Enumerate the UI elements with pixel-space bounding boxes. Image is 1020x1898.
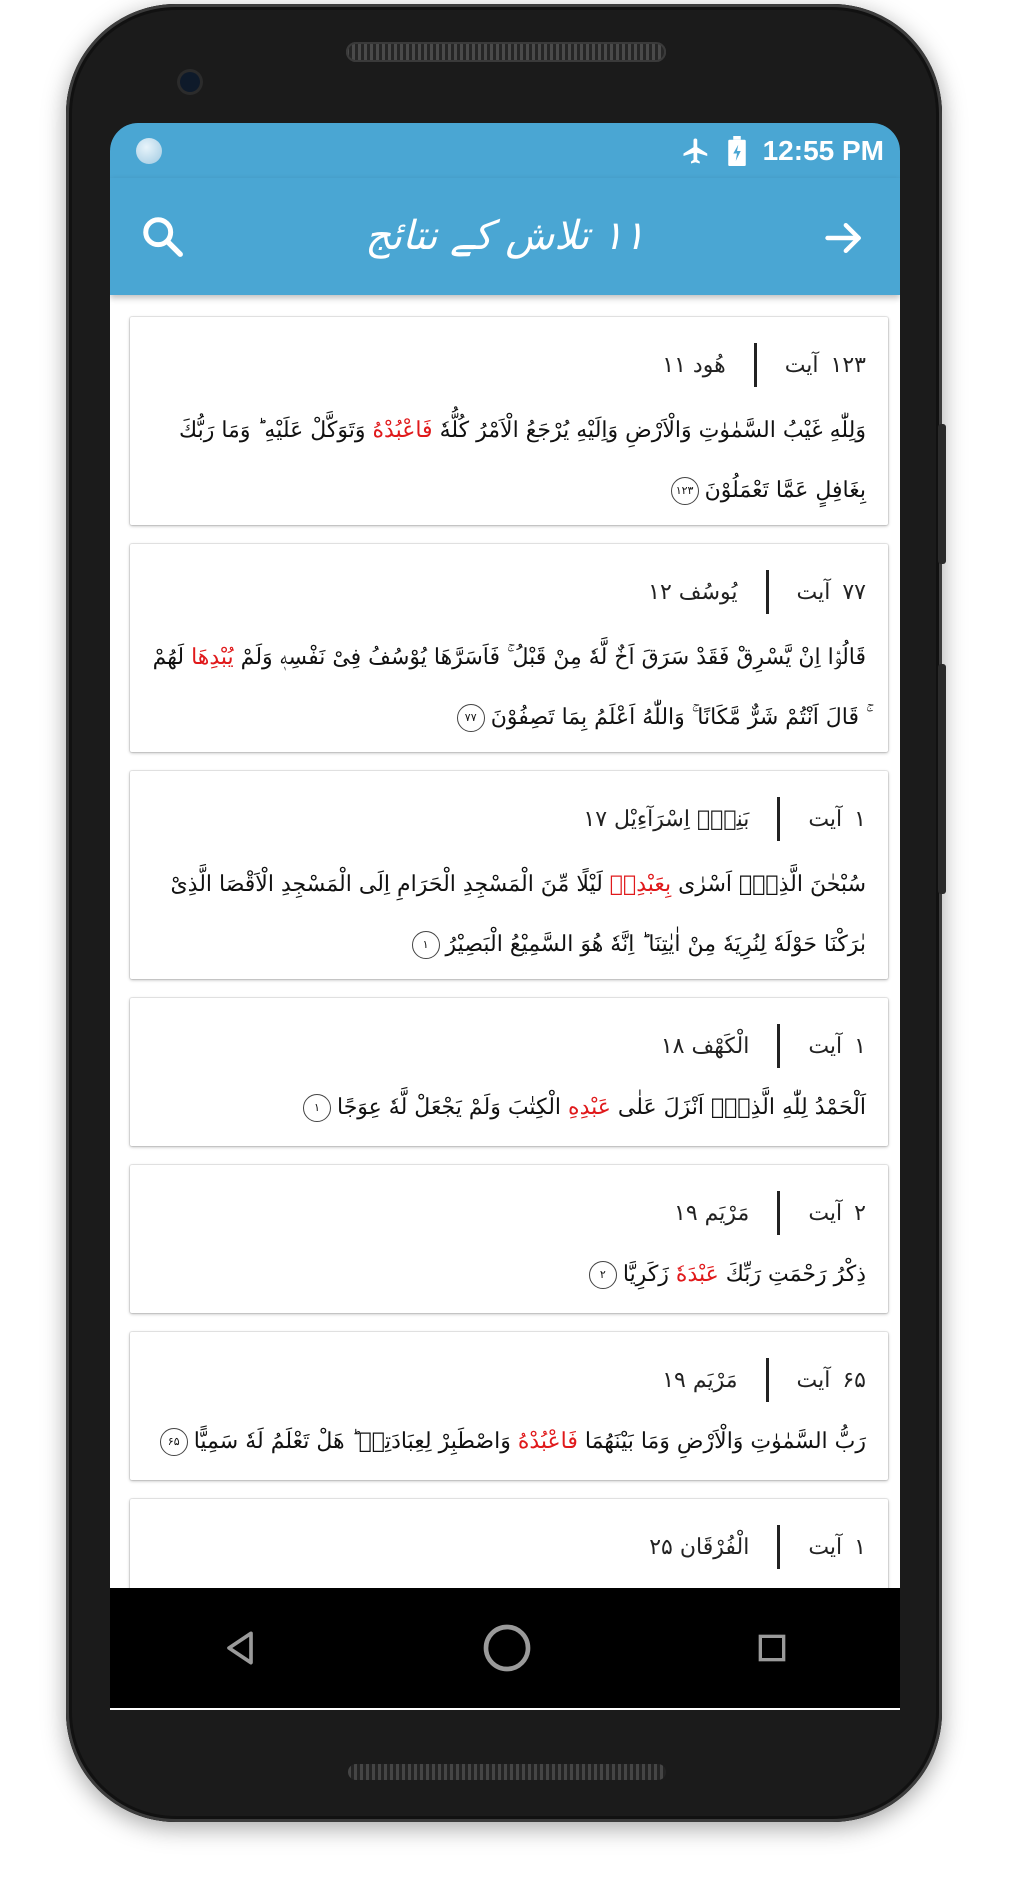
- back-nav-icon[interactable]: [218, 1626, 262, 1670]
- highlighted-word: فَاعْبُدْهُ: [372, 418, 433, 443]
- verse-after: لَهُمْ ۚ قَالَ اَنْتُمْ شَرٌّ مَّكَانًا ۚ وَاللّٰهُ اَعْلَمُ بِمَا تَصِفُوْنَ: [152, 645, 866, 730]
- status-bar: [110, 123, 900, 178]
- verse-after: وَاصْطَبِرْ لِعِبَادَتِهٖ ؕ هَلْ تَعْلَمُ لَهٗ سَمِيًّا: [193, 1429, 518, 1454]
- bottom-speaker: [348, 1764, 666, 1780]
- result-card[interactable]: [130, 1332, 888, 1480]
- result-card[interactable]: [130, 998, 888, 1146]
- verse-after: وَتَوَكَّلْ عَلَيْهِ ؕ وَمَا رَبُّكَ بِغَافِلٍ عَمَّا تَعْمَلُوْنَ: [179, 418, 866, 503]
- surah-name: يُوسُف ۱۲: [648, 579, 738, 605]
- ayah-number: ۱۲۳: [830, 352, 866, 378]
- ayah-number: ۱: [854, 1033, 866, 1059]
- surah-name: مَرْيَم ۱۹: [662, 1367, 738, 1393]
- surah-name: مَرْيَم ۱۹: [674, 1200, 750, 1226]
- ayah-label: آیت: [796, 1367, 831, 1393]
- divider: [777, 797, 780, 841]
- verse-after: زَكَرِيَّا: [622, 1262, 676, 1287]
- verse-before: وَلِلّٰهِ غَيْبُ السَّمٰوٰتِ وَالْاَرْضِ وَاِلَيْهِ يُرْجَعُ الْاَمْرُ كُلُّهٗ: [432, 418, 866, 443]
- ayah-number: ۷۷: [842, 579, 866, 605]
- ayah-end-marker: ۲: [589, 1261, 617, 1289]
- verse-text: [152, 855, 866, 975]
- verse-text: [152, 401, 866, 521]
- card-header: [649, 1525, 866, 1569]
- verse-text: [152, 1245, 866, 1305]
- ayah-label: آیت: [808, 1200, 843, 1226]
- verse-before: اَلْحَمْدُ لِلّٰهِ الَّذِیْۤ اَنْزَلَ عَلٰى: [610, 1095, 866, 1120]
- divider: [754, 343, 757, 387]
- divider: [766, 570, 769, 614]
- ayah-end-marker: ۶۵: [160, 1428, 188, 1456]
- ayah-number: ۱: [854, 806, 866, 832]
- clock: 12:55 PM: [762, 134, 884, 166]
- notification-icon: [136, 138, 162, 164]
- battery-charging-icon: [727, 136, 747, 166]
- arrow-forward-icon[interactable]: [822, 216, 866, 260]
- ayah-label: آیت: [784, 352, 819, 378]
- status-right: [681, 123, 884, 178]
- ayah-end-marker: ۱: [412, 931, 440, 959]
- front-camera: [180, 72, 200, 92]
- result-card[interactable]: [130, 317, 888, 525]
- highlighted-word: فَاعْبُدْهُ: [517, 1429, 578, 1454]
- surah-name: الْفُرْقَان ۲۵: [649, 1534, 750, 1560]
- card-header: [583, 797, 866, 841]
- verse-after: لَيْلًا مِّنَ الْمَسْجِدِ الْحَرَامِ اِلَى الْمَسْجِدِ الْاَقْصَا الَّذِیْ بٰرَكْنَا حَوْلَهٗ لِنُرِيَهٗ مِنْ اٰيٰتِنَا ؕ اِنَّهٗ هُوَ السَّمِيْعُ الْبَصِيْرُ: [170, 872, 866, 957]
- highlighted-word: يُبْدِهَا: [191, 645, 234, 670]
- recents-nav-icon[interactable]: [752, 1628, 792, 1668]
- verse-before: سُبْحٰنَ الَّذِیْۤ اَسْرٰى: [671, 872, 866, 897]
- verse-after: الْكِتٰبَ وَلَمْ يَجْعَلْ لَّهٗ عِوَجًا: [337, 1095, 569, 1120]
- ayah-label: آیت: [808, 806, 843, 832]
- navigation-bar: [110, 1588, 900, 1708]
- highlighted-word: عَبْدِهِ: [568, 1095, 611, 1120]
- card-header: [674, 1191, 866, 1235]
- ayah-label: آیت: [808, 1033, 843, 1059]
- divider: [777, 1525, 780, 1569]
- ayah-number: ۱: [854, 1534, 866, 1560]
- home-nav-icon[interactable]: [479, 1620, 535, 1676]
- ayah-number: ۲: [854, 1200, 866, 1226]
- result-card[interactable]: [130, 1165, 888, 1313]
- result-card[interactable]: [130, 544, 888, 752]
- card-header: [662, 343, 866, 387]
- card-header: [661, 1024, 866, 1068]
- verse-before: ذِكْرُ رَحْمَتِ رَبِّكَ: [718, 1262, 866, 1287]
- ayah-end-marker: ۱: [303, 1094, 331, 1122]
- verse-text: [152, 1078, 866, 1138]
- volume-button: [938, 664, 946, 894]
- airplane-icon: [681, 136, 711, 166]
- ayah-label: آیت: [808, 1534, 843, 1560]
- results-list: [110, 295, 900, 1710]
- screen: [110, 123, 900, 1710]
- power-button: [938, 424, 946, 564]
- result-card[interactable]: [130, 771, 888, 979]
- ayah-end-marker: ۱۲۳: [671, 477, 699, 505]
- ayah-label: آیت: [796, 579, 831, 605]
- highlighted-word: بِعَبْدِهٖ: [609, 872, 672, 897]
- page-title: ۱۱ تلاش کے نتائج: [365, 213, 645, 259]
- surah-name: بَنِیْۤ اِسْرَآءِيْل ۱۷: [583, 806, 750, 832]
- surah-name: الْكَهْف ۱۸: [660, 1033, 750, 1059]
- verse-before: رَبُّ السَّمٰوٰتِ وَالْاَرْضِ وَمَا بَيْنَهُمَا: [577, 1429, 866, 1454]
- highlighted-word: عَبْدَهٗ: [675, 1262, 719, 1287]
- verse-before: قَالُوْۤا اِنْ يَّسْرِقْ فَقَدْ سَرَقَ اَخٌ لَّهٗ مِنْ قَبْلُ ۚ فَاَسَرَّهَا يُوْسُفُ فِیْ نَفْسِهٖ وَلَمْ: [233, 645, 866, 670]
- verse-text: [152, 628, 866, 748]
- ayah-number: ۶۵: [842, 1367, 866, 1393]
- card-header: [648, 570, 866, 614]
- divider: [777, 1191, 780, 1235]
- surah-name: هُود ۱۱: [662, 352, 726, 378]
- verse-text: [152, 1412, 866, 1472]
- divider: [766, 1358, 769, 1402]
- divider: [777, 1024, 780, 1068]
- app-bar: [110, 178, 900, 295]
- ayah-end-marker: ۷۷: [457, 704, 485, 732]
- earpiece-speaker: [346, 42, 666, 62]
- card-header: [662, 1358, 866, 1402]
